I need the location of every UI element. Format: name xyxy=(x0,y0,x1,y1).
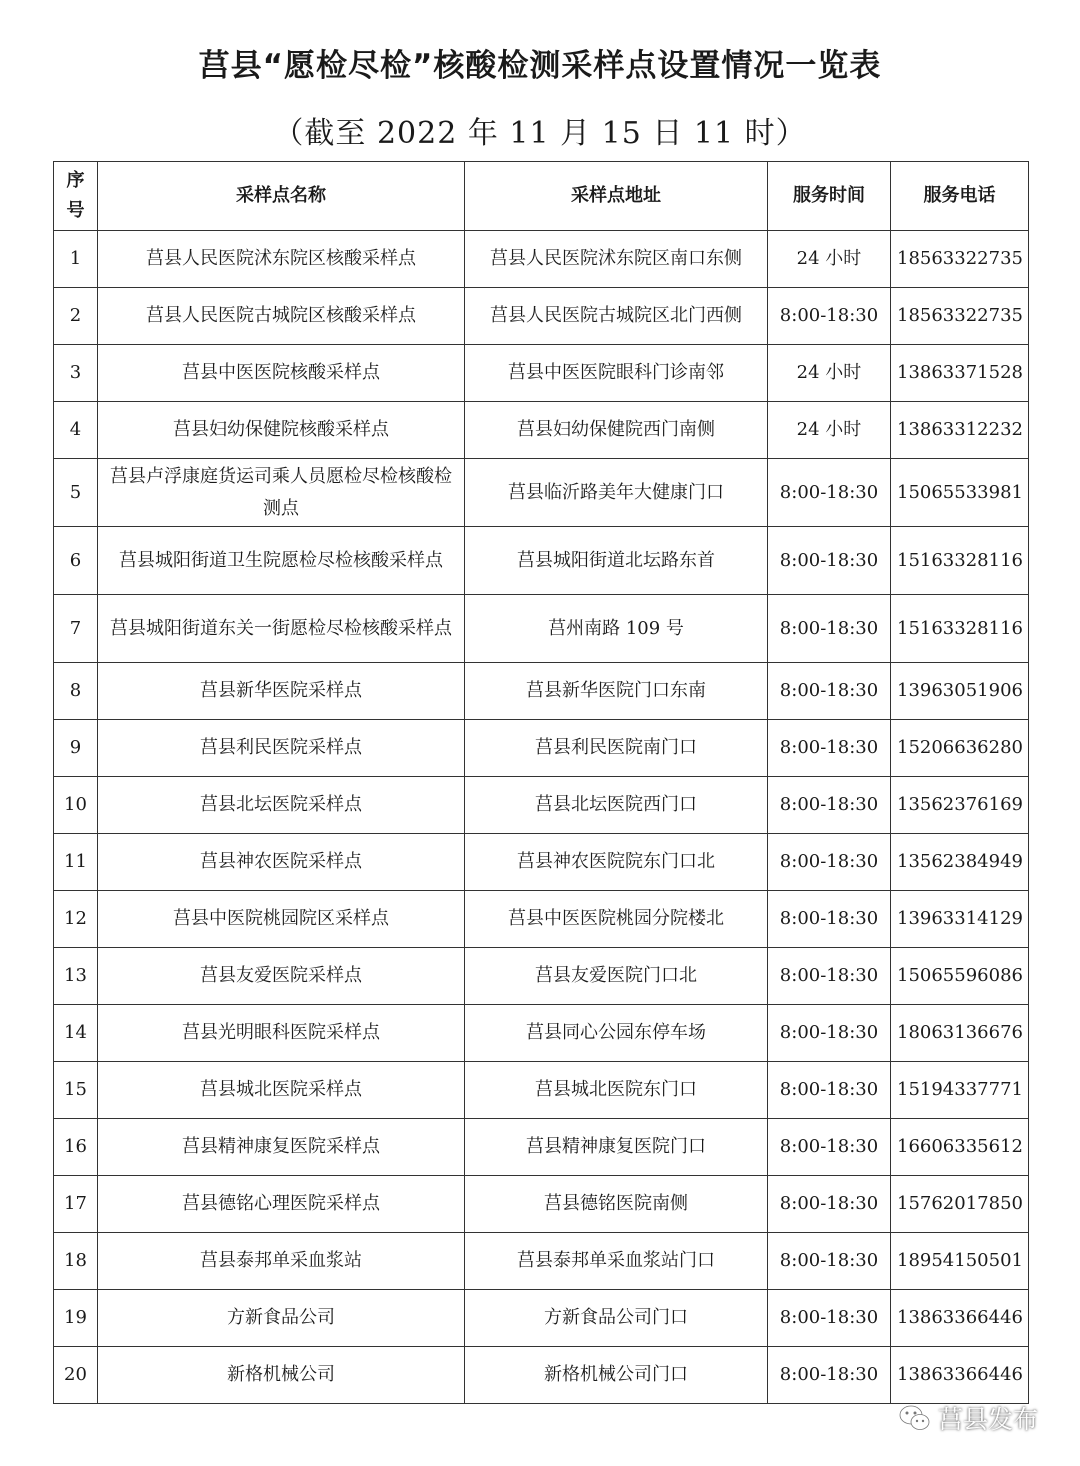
cell-service-hours: 8:00-18:30 xyxy=(768,1233,891,1290)
cell-site-address: 莒县北坛医院西门口 xyxy=(465,777,768,834)
cell-no: 10 xyxy=(54,777,98,834)
cell-service-hours: 24 小时 xyxy=(768,402,891,459)
cell-site-name: 莒县北坛医院采样点 xyxy=(98,777,465,834)
cell-service-phone: 18063136676 xyxy=(891,1005,1029,1062)
cell-no: 3 xyxy=(54,345,98,402)
cell-service-phone: 18954150501 xyxy=(891,1233,1029,1290)
table-row xyxy=(54,1005,1029,1062)
column-header-phone: 服务电话 xyxy=(891,162,1029,231)
cell-site-address: 莒县城北医院东门口 xyxy=(465,1062,768,1119)
cell-service-hours: 8:00-18:30 xyxy=(768,1347,891,1404)
cell-service-phone: 18563322735 xyxy=(891,288,1029,345)
cell-no: 16 xyxy=(54,1119,98,1176)
cell-site-name: 莒县精神康复医院采样点 xyxy=(98,1119,465,1176)
cell-site-address: 莒州南路 109 号 xyxy=(465,595,768,663)
cell-service-phone: 13863366446 xyxy=(891,1347,1029,1404)
cell-site-address: 莒县利民医院南门口 xyxy=(465,720,768,777)
table-row xyxy=(54,345,1029,402)
cell-service-hours: 8:00-18:30 xyxy=(768,1290,891,1347)
cell-site-address: 方新食品公司门口 xyxy=(465,1290,768,1347)
table-row xyxy=(54,402,1029,459)
cell-service-hours: 8:00-18:30 xyxy=(768,891,891,948)
cell-no: 17 xyxy=(54,1176,98,1233)
table-row xyxy=(54,1119,1029,1176)
cell-service-phone: 15163328116 xyxy=(891,595,1029,663)
cell-no: 8 xyxy=(54,663,98,720)
cell-site-address: 莒县友爱医院门口北 xyxy=(465,948,768,1005)
cell-site-address: 莒县新华医院门口东南 xyxy=(465,663,768,720)
table-row xyxy=(54,459,1029,527)
cell-site-name: 莒县神农医院采样点 xyxy=(98,834,465,891)
cell-site-name: 莒县泰邦单采血浆站 xyxy=(98,1233,465,1290)
table-row xyxy=(54,1176,1029,1233)
cell-service-phone: 13562376169 xyxy=(891,777,1029,834)
wechat-icon xyxy=(898,1403,932,1433)
cell-site-name: 莒县中医院桃园院区采样点 xyxy=(98,891,465,948)
cell-site-name: 莒县妇幼保健院核酸采样点 xyxy=(98,402,465,459)
cell-site-address: 莒县人民医院沭东院区南口东侧 xyxy=(465,231,768,288)
cell-service-phone: 13863371528 xyxy=(891,345,1029,402)
table-row xyxy=(54,231,1029,288)
table-row xyxy=(54,1347,1029,1404)
cell-no: 19 xyxy=(54,1290,98,1347)
table-row xyxy=(54,834,1029,891)
cell-site-address: 莒县临沂路美年大健康门口 xyxy=(465,459,768,527)
column-header-no: 序号 xyxy=(54,162,98,231)
cell-site-name: 莒县人民医院沭东院区核酸采样点 xyxy=(98,231,465,288)
cell-site-address: 莒县泰邦单采血浆站门口 xyxy=(465,1233,768,1290)
cell-site-name: 方新食品公司 xyxy=(98,1290,465,1347)
cell-site-name: 莒县德铭心理医院采样点 xyxy=(98,1176,465,1233)
table-row xyxy=(54,1062,1029,1119)
cell-site-address: 莒县德铭医院南侧 xyxy=(465,1176,768,1233)
cell-service-hours: 8:00-18:30 xyxy=(768,1062,891,1119)
cell-no: 9 xyxy=(54,720,98,777)
cell-site-address: 莒县妇幼保健院西门南侧 xyxy=(465,402,768,459)
cell-service-phone: 13863312232 xyxy=(891,402,1029,459)
cell-service-phone: 18563322735 xyxy=(891,231,1029,288)
cell-service-hours: 8:00-18:30 xyxy=(768,777,891,834)
cell-service-phone: 15065596086 xyxy=(891,948,1029,1005)
cell-site-address: 莒县同心公园东停车场 xyxy=(465,1005,768,1062)
cell-site-address: 莒县城阳街道北坛路东首 xyxy=(465,527,768,595)
cell-service-hours: 8:00-18:30 xyxy=(768,527,891,595)
cell-site-name: 莒县城阳街道东关一街愿检尽检核酸采样点 xyxy=(98,595,465,663)
column-header-hours: 服务时间 xyxy=(768,162,891,231)
cell-service-hours: 8:00-18:30 xyxy=(768,834,891,891)
table-row xyxy=(54,891,1029,948)
cell-service-hours: 8:00-18:30 xyxy=(768,948,891,1005)
cell-site-address: 莒县人民医院古城院区北门西侧 xyxy=(465,288,768,345)
cell-no: 11 xyxy=(54,834,98,891)
table-row xyxy=(54,595,1029,663)
cell-site-name: 莒县中医医院核酸采样点 xyxy=(98,345,465,402)
cell-site-address: 莒县中医医院桃园分院楼北 xyxy=(465,891,768,948)
cell-service-phone: 13562384949 xyxy=(891,834,1029,891)
cell-service-hours: 8:00-18:30 xyxy=(768,1176,891,1233)
cell-site-name: 莒县城北医院采样点 xyxy=(98,1062,465,1119)
watermark-text: 莒县发布 xyxy=(938,1405,1039,1434)
watermark xyxy=(898,1400,1038,1436)
cell-site-name: 莒县城阳街道卫生院愿检尽检核酸采样点 xyxy=(98,527,465,595)
page-title: 莒县“愿检尽检”核酸检测采样点设置情况一览表 xyxy=(198,48,882,84)
cell-site-address: 莒县神农医院院东门口北 xyxy=(465,834,768,891)
cell-service-phone: 15194337771 xyxy=(891,1062,1029,1119)
cell-service-phone: 15163328116 xyxy=(891,527,1029,595)
cell-site-name: 莒县友爱医院采样点 xyxy=(98,948,465,1005)
cell-service-hours: 8:00-18:30 xyxy=(768,288,891,345)
cell-no: 12 xyxy=(54,891,98,948)
cell-service-hours: 24 小时 xyxy=(768,345,891,402)
column-header-name: 采样点名称 xyxy=(98,162,465,231)
cell-service-hours: 8:00-18:30 xyxy=(768,720,891,777)
cell-service-phone: 13863366446 xyxy=(891,1290,1029,1347)
table-row xyxy=(54,720,1029,777)
cell-no: 7 xyxy=(54,595,98,663)
cell-site-name: 新格机械公司 xyxy=(98,1347,465,1404)
cell-no: 14 xyxy=(54,1005,98,1062)
cell-no: 5 xyxy=(54,459,98,527)
cell-service-phone: 16606335612 xyxy=(891,1119,1029,1176)
cell-service-hours: 8:00-18:30 xyxy=(768,459,891,527)
table-row xyxy=(54,288,1029,345)
table-row xyxy=(54,1233,1029,1290)
column-header-address: 采样点地址 xyxy=(465,162,768,231)
table-row xyxy=(54,1290,1029,1347)
cell-no: 2 xyxy=(54,288,98,345)
cell-no: 20 xyxy=(54,1347,98,1404)
cell-no: 18 xyxy=(54,1233,98,1290)
table-row xyxy=(54,948,1029,1005)
cell-no: 1 xyxy=(54,231,98,288)
cell-service-phone: 13963051906 xyxy=(891,663,1029,720)
table-row xyxy=(54,527,1029,595)
cell-site-name: 莒县利民医院采样点 xyxy=(98,720,465,777)
cell-no: 4 xyxy=(54,402,98,459)
cell-site-address: 新格机械公司门口 xyxy=(465,1347,768,1404)
sampling-sites-table xyxy=(53,161,1029,1404)
cell-service-phone: 15065533981 xyxy=(891,459,1029,527)
cell-service-hours: 8:00-18:30 xyxy=(768,663,891,720)
cell-no: 6 xyxy=(54,527,98,595)
cell-site-name: 莒县卢浮康庭货运司乘人员愿检尽检核酸检测点 xyxy=(98,459,465,527)
cell-service-hours: 8:00-18:30 xyxy=(768,595,891,663)
table-header-row xyxy=(54,162,1029,231)
cell-service-hours: 24 小时 xyxy=(768,231,891,288)
table-row xyxy=(54,663,1029,720)
cell-site-name: 莒县光明眼科医院采样点 xyxy=(98,1005,465,1062)
cell-site-name: 莒县人民医院古城院区核酸采样点 xyxy=(98,288,465,345)
cell-no: 15 xyxy=(54,1062,98,1119)
cell-service-phone: 15762017850 xyxy=(891,1176,1029,1233)
cell-service-hours: 8:00-18:30 xyxy=(768,1119,891,1176)
cell-site-name: 莒县新华医院采样点 xyxy=(98,663,465,720)
page-subtitle: （截至 2022 年 11 月 15 日 11 时） xyxy=(273,116,807,151)
cell-site-address: 莒县中医医院眼科门诊南邻 xyxy=(465,345,768,402)
cell-no: 13 xyxy=(54,948,98,1005)
cell-service-hours: 8:00-18:30 xyxy=(768,1005,891,1062)
table-row xyxy=(54,777,1029,834)
cell-service-phone: 13963314129 xyxy=(891,891,1029,948)
cell-service-phone: 15206636280 xyxy=(891,720,1029,777)
cell-site-address: 莒县精神康复医院门口 xyxy=(465,1119,768,1176)
